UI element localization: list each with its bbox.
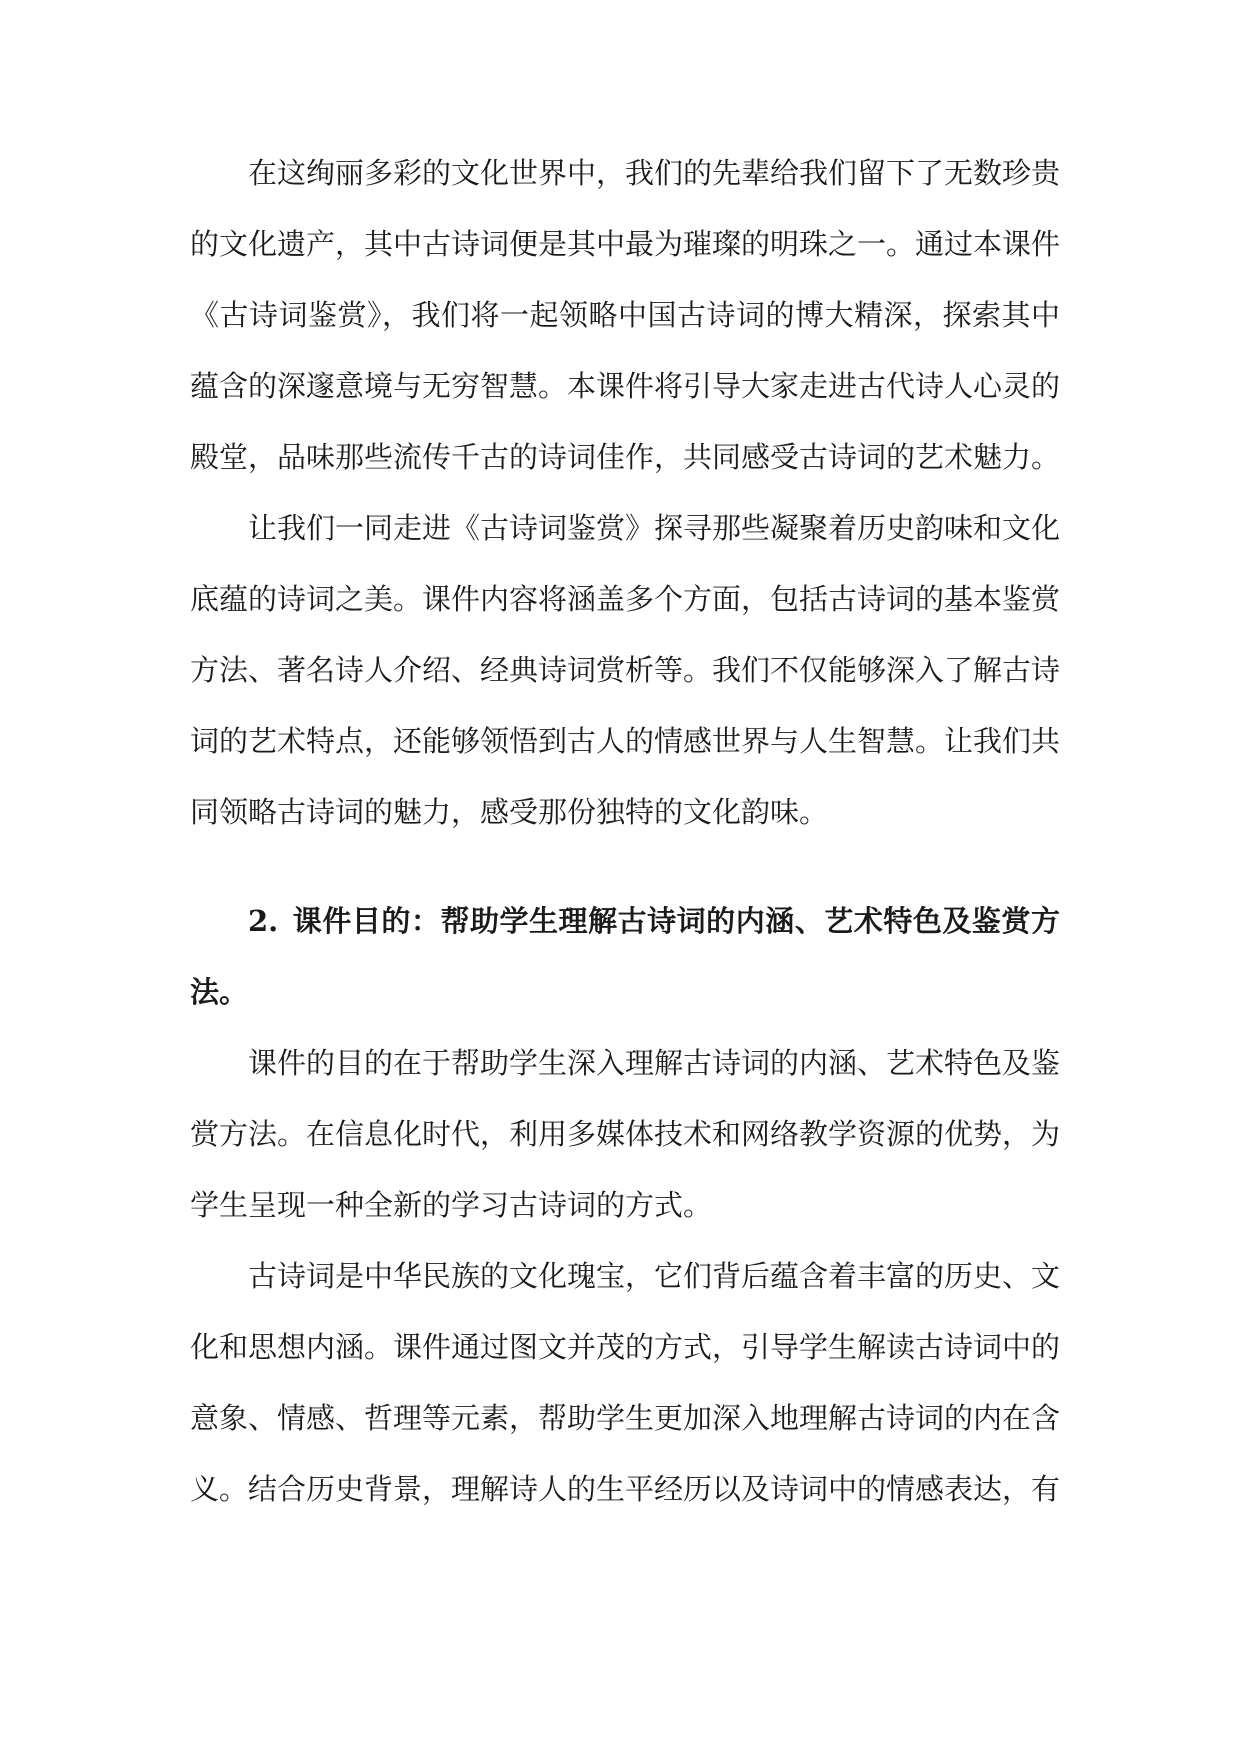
purpose-paragraph-2: 古诗词是中华民族的文化瑰宝，它们背后蕴含着丰富的历史、文化和思想内涵。课件通过图文并茂的方式，引导学生解读古诗词中的意象、情感、哲理等元素，帮助学生更加深入地理解古诗词的内在含义。结合历史背景，理解诗人的生平经历以及诗词中的情感表达，有 bbox=[190, 1259, 1061, 1506]
intro-paragraph-1: 在这绚丽多彩的文化世界中，我们的先辈给我们留下了无数珍贵的文化遗产，其中古诗词便是其中最为璀璨的明珠之一。通过本课件《古诗词鉴赏》，我们将一起领略中国古诗词的博大精深，探索其中蕴含的深邃意境与无穷智慧。本课件将引导大家走进古代诗人心灵的殿堂，品味那些流传千古的诗词佳作，共同感受古诗词的艺术魅力。 bbox=[190, 156, 1061, 474]
purpose-paragraph-1: 课件的目的在于帮助学生深入理解古诗词的内涵、艺术特色及鉴赏方法。在信息化时代，利用多媒体技术和网络教学资源的优势，为学生呈现一种全新的学习古诗词的方式。 bbox=[190, 1046, 1061, 1222]
document-page bbox=[190, 138, 1060, 1525]
section-heading-text: 课件目的：帮助学生理解古诗词的内涵、艺术特色及鉴赏方法。 bbox=[190, 904, 1060, 1009]
section-number: 2. bbox=[248, 904, 279, 938]
intro-paragraph-2: 让我们一同走进《古诗词鉴赏》探寻那些凝聚着历史韵味和文化底蕴的诗词之美。课件内容将涵盖多个方面，包括古诗词的基本鉴赏方法、著名诗人介绍、经典诗词赏析等。我们不仅能够深入了解古诗词的艺术特点，还能够领悟到古人的情感世界与人生智慧。让我们共同领略古诗词的魅力，感受那份独特的文化韵味。 bbox=[190, 511, 1061, 829]
section-heading bbox=[190, 886, 1060, 1028]
